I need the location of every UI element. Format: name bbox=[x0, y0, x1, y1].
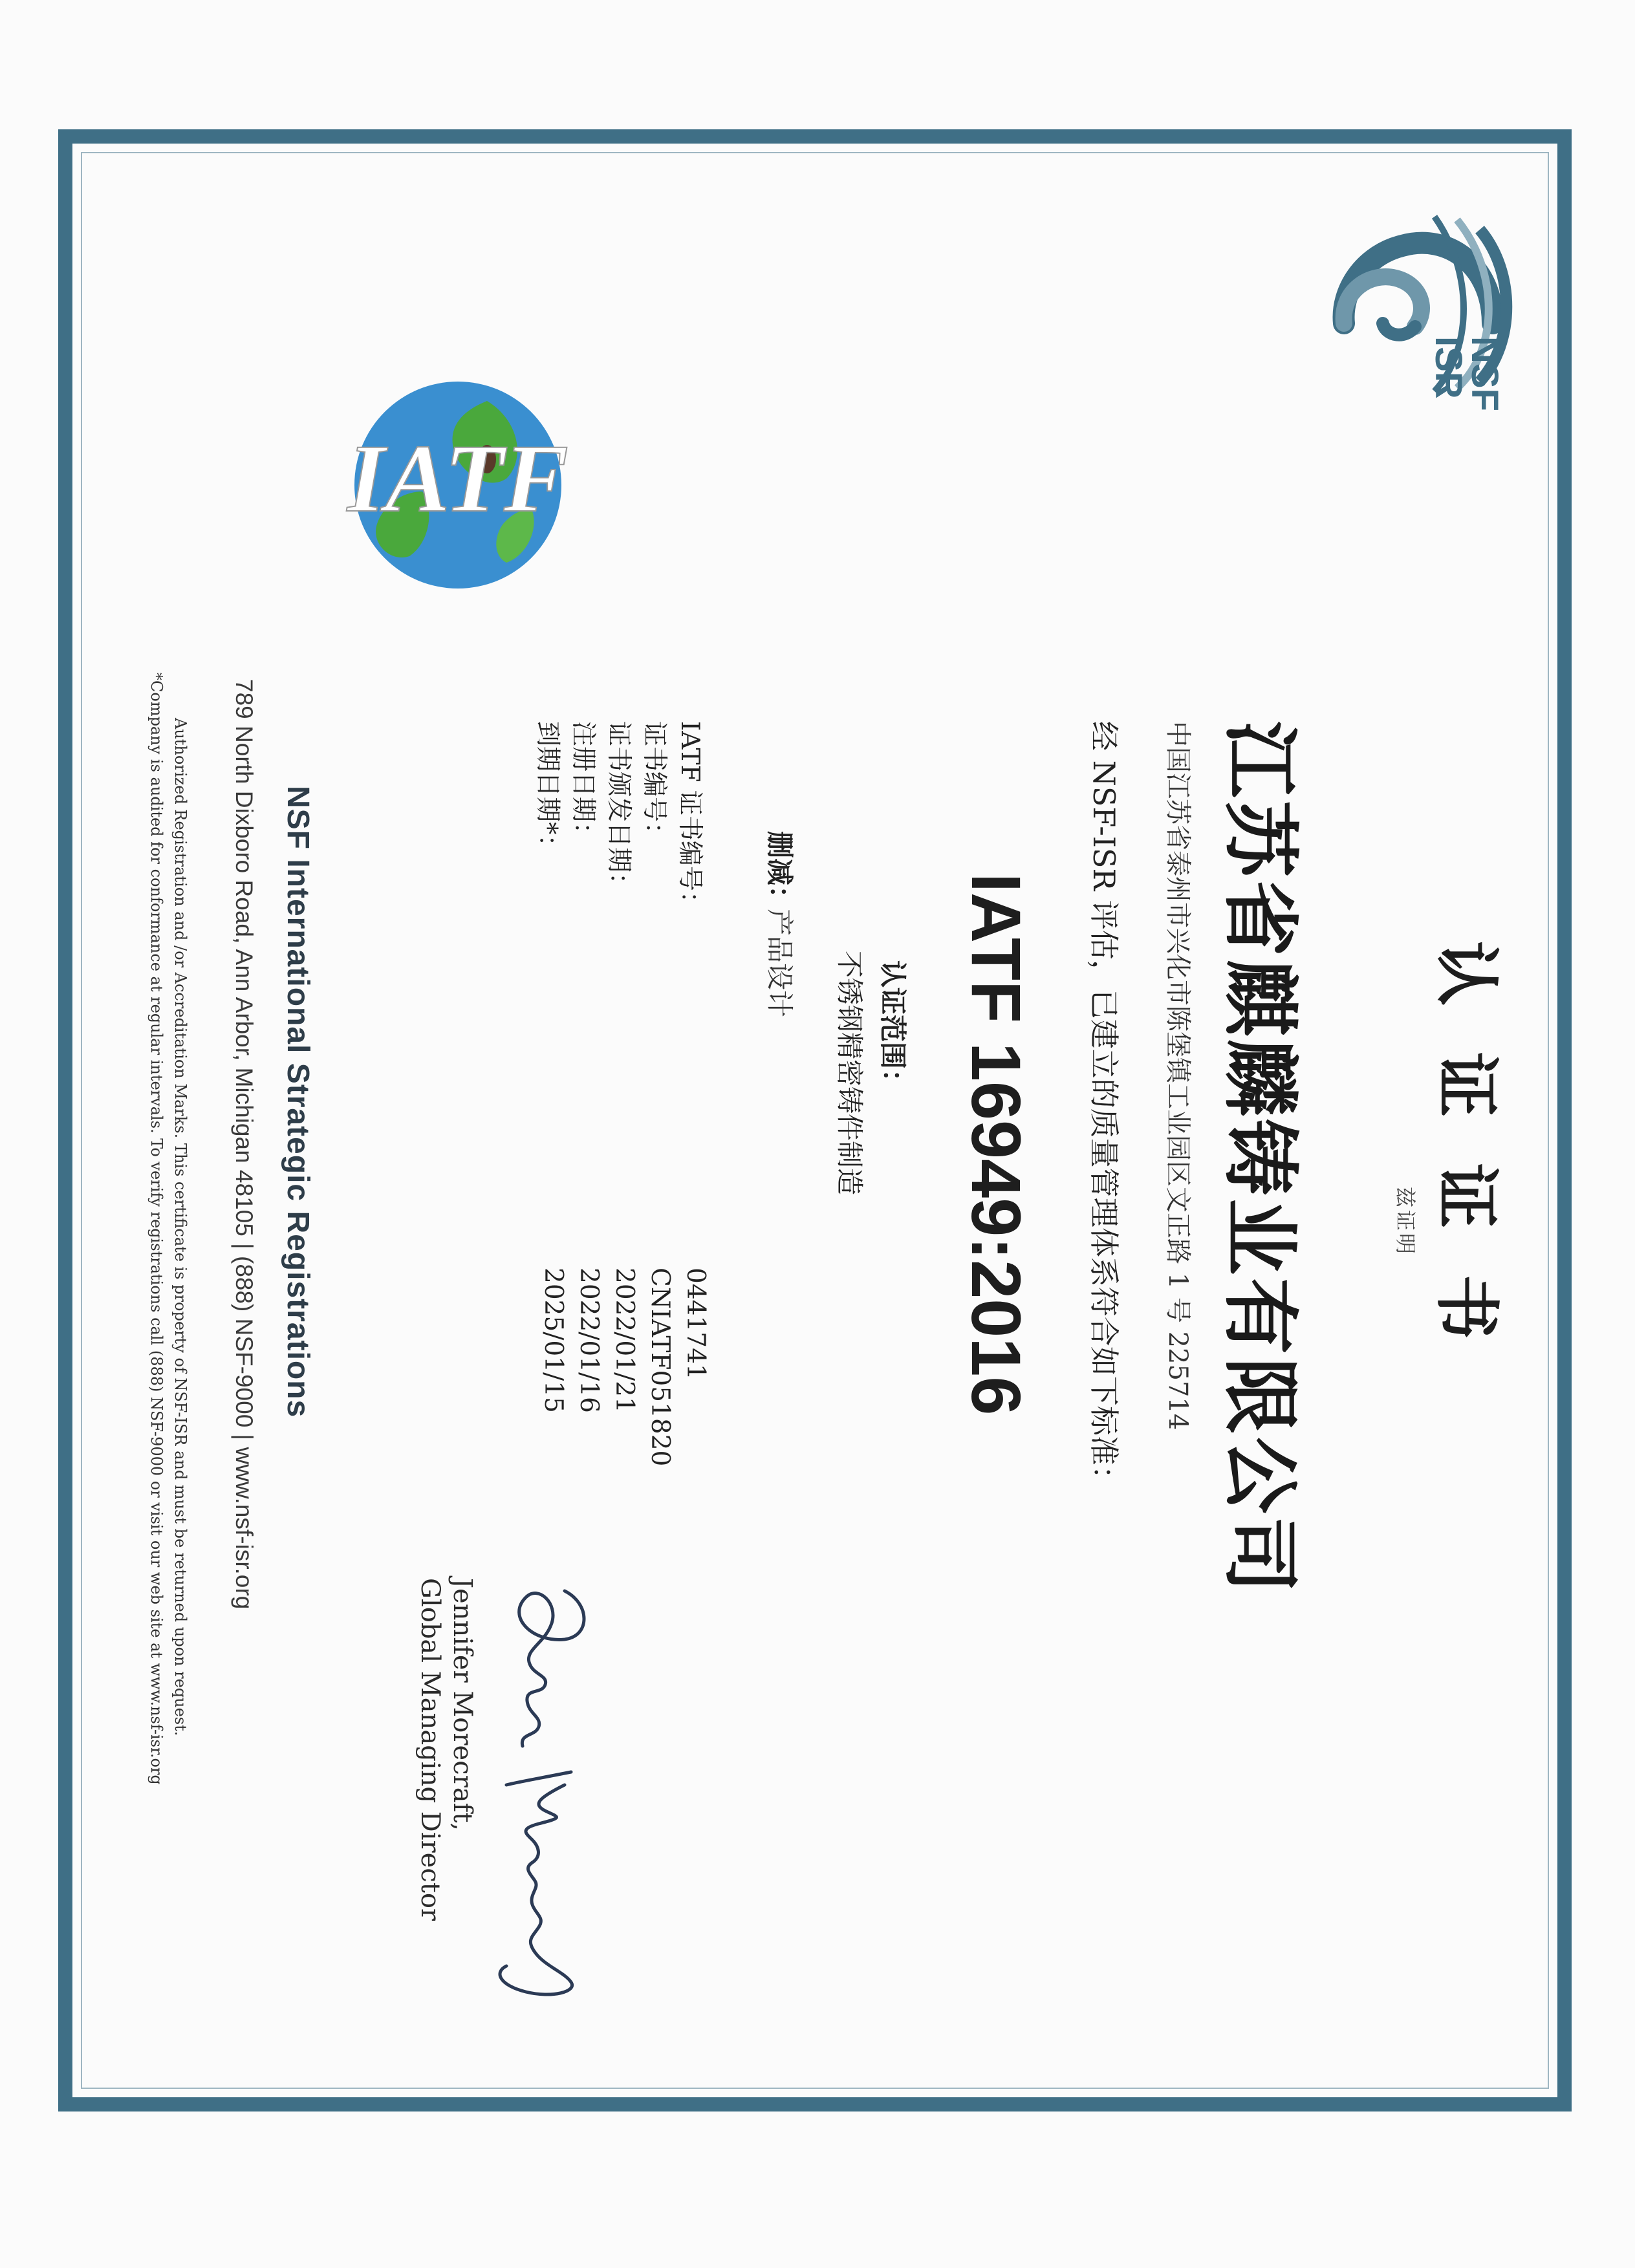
detail-value: CNIATF051820 bbox=[645, 1268, 675, 1467]
fine-print-audit: *Company is audited for conformance at regular intervals. To verify registrations call (888) NSF-9000 or visit our web site at www.nsf-isr.org bbox=[147, 673, 166, 1785]
detail-value: 0441741 bbox=[681, 1268, 710, 1380]
detail-label: IATF 证书编号： bbox=[675, 721, 704, 916]
detail-label: 注册日期： bbox=[568, 721, 598, 848]
iatf-logo-text: IATF bbox=[347, 425, 568, 532]
company-address: 中国江苏省泰州市兴化市陈堡镇工业园区文正路 1 号 225714 bbox=[1163, 721, 1193, 1431]
standard-name: IATF 16949:2016 bbox=[957, 873, 1035, 1416]
detail-value: 2025/01/15 bbox=[539, 1268, 568, 1413]
fine-print-marks: Authorized Registration and /or Accreditation Marks. This certificate is property of NSF-ISR and must be returned upon request. bbox=[171, 718, 189, 1736]
signatory-title: Global Managing Director bbox=[415, 1578, 445, 1921]
exclusion-value: 产品设计 bbox=[764, 909, 796, 1018]
iatf-globe-logo-icon bbox=[338, 362, 584, 608]
nsf-logo-line1: NSF bbox=[1464, 336, 1506, 411]
handwritten-signature bbox=[481, 1578, 603, 2018]
detail-value: 2022/01/21 bbox=[610, 1268, 639, 1413]
signatory-name: Jennifer Morecraft, bbox=[448, 1578, 477, 1831]
detail-label: 到期日期*： bbox=[533, 721, 562, 860]
certificate-subtitle: 兹证明 bbox=[1393, 1187, 1418, 1257]
certificate-title: 认证证书 bbox=[1429, 941, 1505, 1386]
issuer-name: NSF International Strategic Registrations bbox=[281, 786, 315, 1418]
detail-label: 证书编号： bbox=[640, 721, 669, 848]
detail-label: 证书颁发日期： bbox=[604, 721, 633, 898]
assessment-statement: 经 NSF-ISR 评估，已建立的质量管理体系符合如下标准： bbox=[1087, 721, 1121, 1495]
exclusion-label: 删减： bbox=[764, 831, 796, 913]
issuer-contact: 789 North Dixboro Road, Ann Arbor, Michigan 48105 | (888) NSF-9000 | www.nsf-isr.org bbox=[231, 679, 257, 1610]
nsf-logo-line2: ISR bbox=[1427, 336, 1469, 399]
scope-value: 不锈钢精密铸件制造 bbox=[834, 951, 865, 1196]
nsf-isr-logo-text bbox=[1427, 336, 1506, 440]
detail-value: 2022/01/16 bbox=[574, 1268, 603, 1413]
scope-label: 认证范围： bbox=[877, 960, 909, 1097]
company-name: 江苏省麒麟铸业有限公司 bbox=[1215, 721, 1305, 1597]
